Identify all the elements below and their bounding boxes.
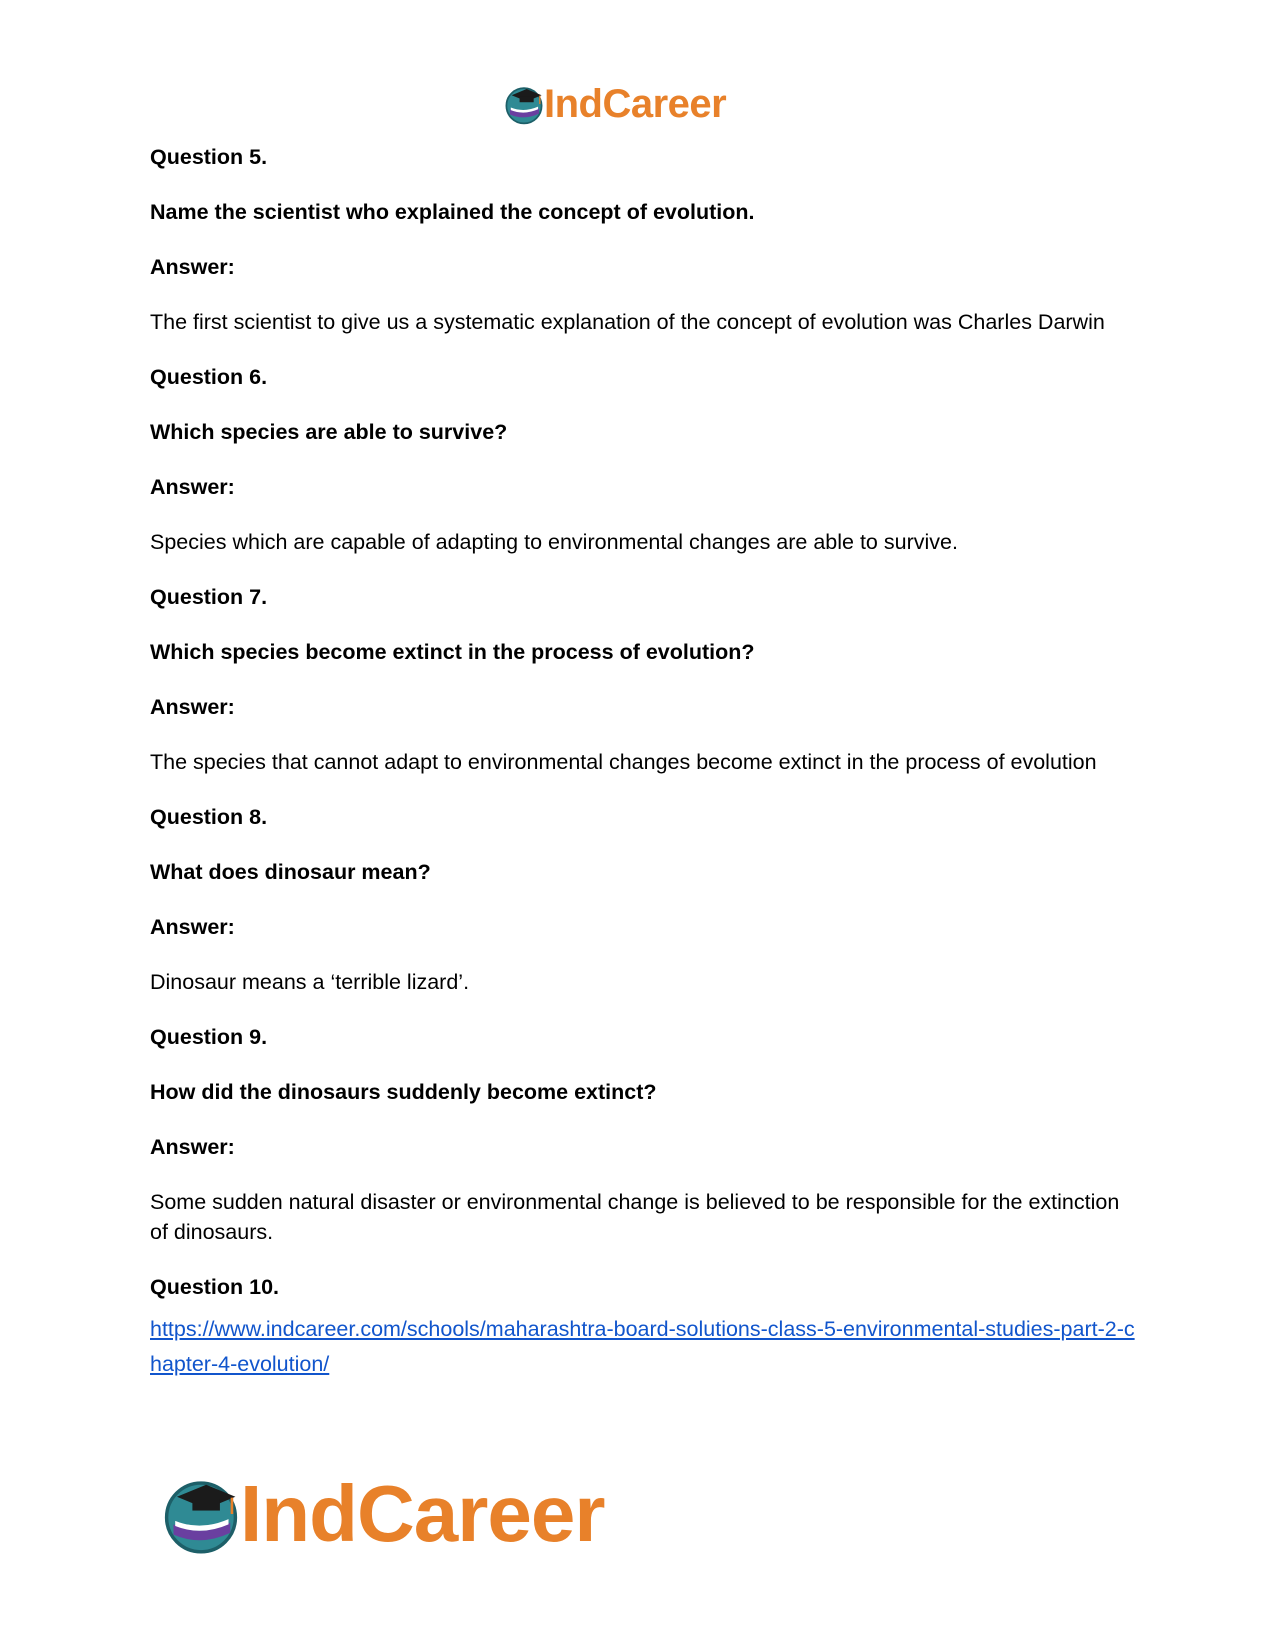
- graduation-globe-icon: [158, 1471, 244, 1557]
- source-link[interactable]: https://www.indcareer.com/schools/maharashtra-board-solutions-class-5-environmental-studies-part-2-chapter-4-evolution/: [150, 1317, 1135, 1376]
- answer-label: Answer:: [150, 1135, 235, 1159]
- brand-name: IndCareer: [240, 1469, 605, 1558]
- qa-content: [150, 142, 1140, 1382]
- question-label: Question 9.: [150, 1025, 268, 1049]
- header-logo: [502, 80, 726, 128]
- footer-logo: [158, 1468, 604, 1560]
- question-label: Question 8.: [150, 805, 268, 829]
- question-label: Question 6.: [150, 365, 268, 389]
- answer-label: Answer:: [150, 475, 235, 499]
- question-text: Name the scientist who explained the concept of evolution.: [150, 200, 755, 224]
- answer-text: Dinosaur means a ‘terrible lizard’.: [150, 970, 470, 994]
- answer-text: The first scientist to give us a systematic explanation of the concept of evolution was Charles Darwin: [150, 310, 1105, 334]
- graduation-globe-icon: [502, 82, 546, 126]
- question-text: Which species become extinct in the process of evolution?: [150, 640, 755, 664]
- answer-text: Species which are capable of adapting to environmental changes are able to survive.: [150, 530, 958, 554]
- question-label: Question 7.: [150, 585, 268, 609]
- question-text: What does dinosaur mean?: [150, 860, 431, 884]
- answer-text: Some sudden natural disaster or environmental change is believed to be responsible for the extinction of dinosaurs.: [150, 1190, 1120, 1244]
- answer-label: Answer:: [150, 255, 235, 279]
- question-label: Question 10.: [150, 1275, 280, 1299]
- question-text: How did the dinosaurs suddenly become extinct?: [150, 1080, 657, 1104]
- answer-label: Answer:: [150, 915, 235, 939]
- answer-label: Answer:: [150, 695, 235, 719]
- question-text: Which species are able to survive?: [150, 420, 508, 444]
- answer-text: The species that cannot adapt to environmental changes become extinct in the process of evolution: [150, 750, 1097, 774]
- question-label: Question 5.: [150, 145, 268, 169]
- brand-name: IndCareer: [544, 81, 727, 126]
